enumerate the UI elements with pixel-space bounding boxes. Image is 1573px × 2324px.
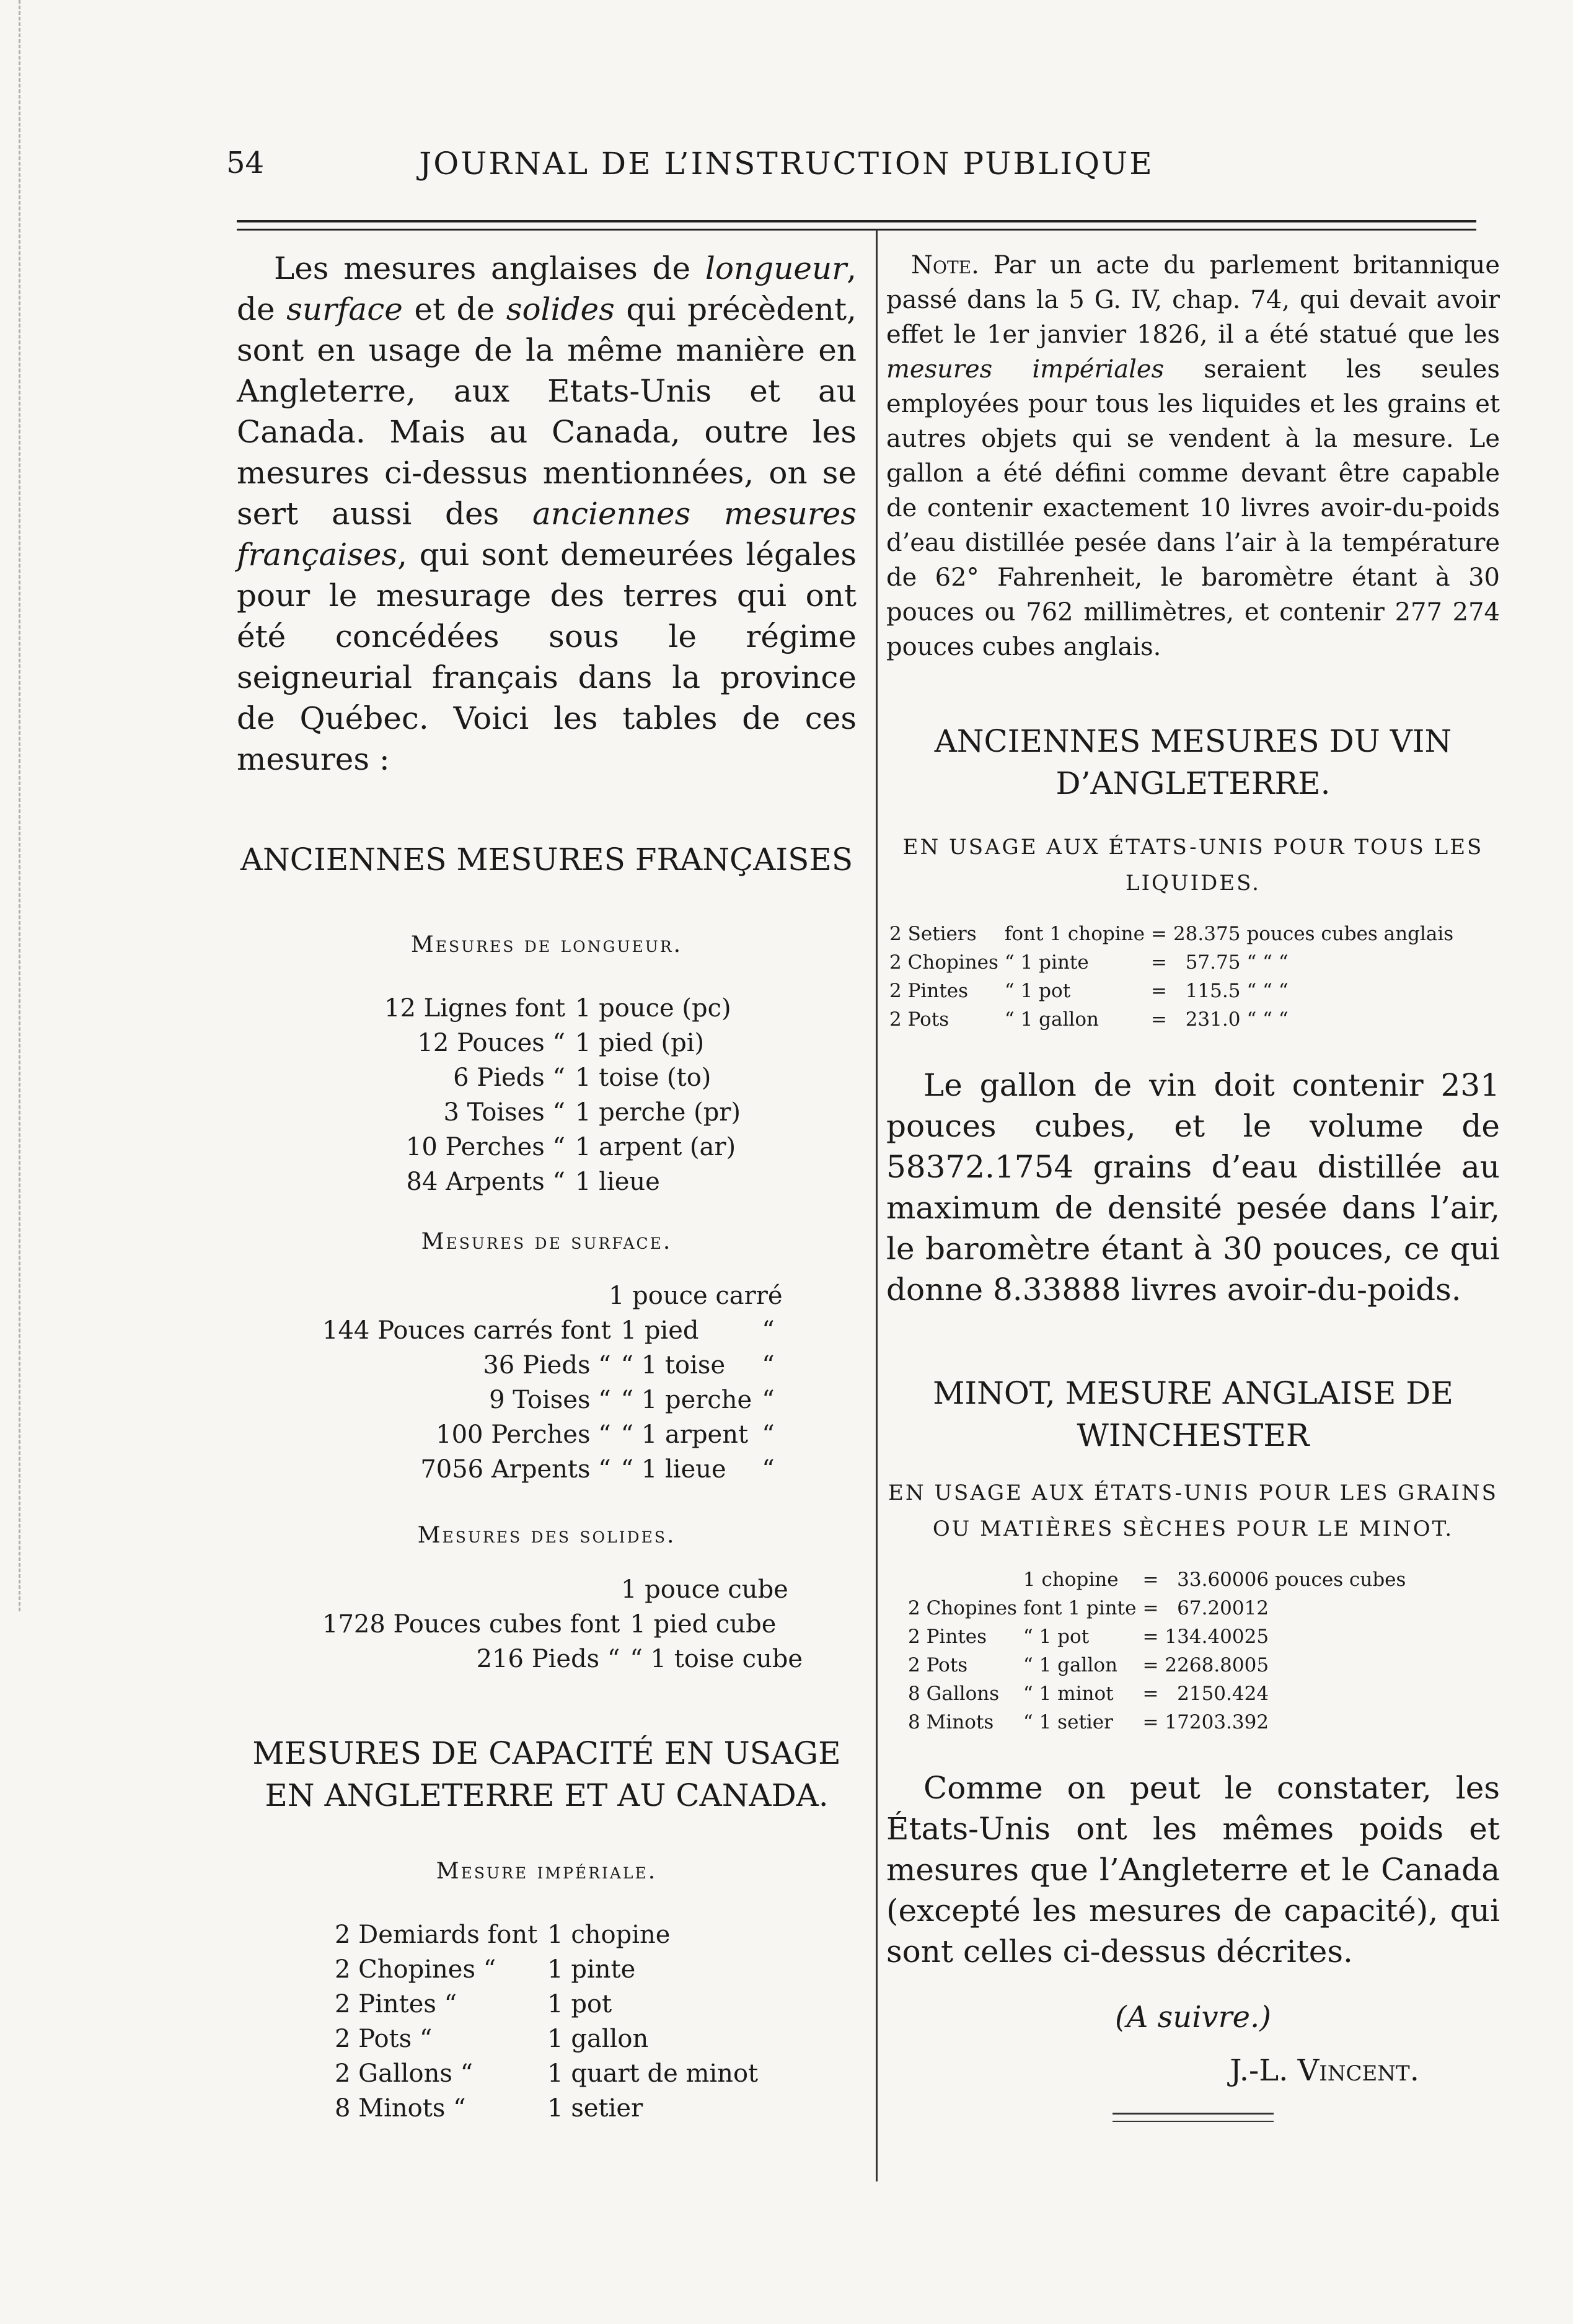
end-rule [1113,2113,1274,2122]
table-cell: “ [762,1420,775,1449]
table-row [379,1026,746,1060]
table-cell: = [1142,1654,1159,1676]
table-cell: 8 Minots [908,1711,994,1733]
table-cell: “ 1 toise cube [630,1645,803,1673]
table-row [379,1130,746,1164]
table-row [379,991,746,1026]
table-cell: font 1 pinte [1023,1597,1137,1619]
intro-text-5: , qui sont demeurées légales pour le mesurage des terres qui ont été concédées sous le régime seigneurial français dans la province de Québec. Voici les tables de ces mesures : [237,537,857,777]
table-cell: = [1142,1683,1159,1705]
table-cell: “ “ “ [1246,980,1289,1002]
conclusion-paragraph: Comme on peut le constater, les États-Unis ont les mêmes poids et mesures que l’Angleterre et le Canada (excepté les mesures de capacité), qui sont celles ci-dessus décrites. [886,1770,1500,1970]
solides-first-line: 1 pouce cube [621,1575,788,1604]
table-cell: = [1150,980,1167,1002]
table-cell: “ 1 setier [1023,1711,1113,1733]
table-cell: 8 Gallons [908,1683,1000,1705]
table-row [330,1987,763,2022]
table-cell: 28.375 [1173,923,1241,945]
table-cell: “ [762,1316,775,1345]
table-row [330,2022,763,2056]
intro-paragraph [237,248,857,780]
table-cell: 1728 Pouces cubes font [322,1610,620,1639]
table-cell: 1 quart de minot [547,2059,759,2088]
table-row [886,1005,1456,1034]
table-cell: 134.40025 [1165,1626,1269,1648]
subhead-surface: Mesures de surface. [421,1229,672,1254]
table-cell: 2 Pintes [889,980,969,1002]
heading-capacite: MESURES DE CAPACITÉ EN USAGE EN ANGLETERRE ET AU CANADA. [252,1735,841,1813]
table-row [379,1060,746,1095]
left-column [237,248,857,2126]
table-cell: “ 1 pinte [1004,951,1089,974]
note-italic-imperiales: mesures impériales [886,355,1165,384]
page-number: 54 [226,146,265,180]
header-rule [237,220,1476,231]
table-vin [886,920,1456,1034]
table-cell: 33.60006 [1177,1569,1269,1591]
table-cell: 3 Toises “ [443,1098,565,1127]
table-cell: font 1 chopine [1004,923,1145,945]
intro-text-3: et de [402,291,506,327]
table-cell: 1 pouce (pc) [575,994,731,1023]
page-header [0,146,1573,195]
table-row [886,948,1456,977]
table-row [317,1642,808,1676]
table-longueur [379,991,746,1199]
table-cell: = [1142,1711,1159,1733]
table-row [379,1164,746,1199]
table-row [330,1917,763,1952]
intro-italic-solides: solides [506,291,615,327]
table-row [317,1607,808,1642]
subhead-vin: EN USAGE AUX ÉTATS-UNIS POUR TOUS LES LIQUIDES. [902,835,1484,896]
table-minot [905,1565,1409,1736]
table-cell: 1 arpent (ar) [575,1133,736,1161]
table-cell: 6 Pieds “ [453,1063,565,1092]
table-cell: 1 pot [547,1990,612,2018]
table-cell: 2 Pots “ [335,2025,433,2053]
intro-text-2: , de [237,250,857,327]
intro-text-4: qui précèdent, sont en usage de la même manière en Angleterre, aux Etats-Unis et au Canada. Mais au Canada, outre les mesures ci-dessus mentionnées, on se sert aussi des [237,291,857,532]
journal-title: JOURNAL DE L’INSTRUCTION PUBLIQUE [419,146,1154,182]
gallon-paragraph: Le gallon de vin doit contenir 231 pouces cubes, et le volume de 58372.1754 grains d’eau distillée au maximum de densité pesée dans l’air, le baromètre étant à 30 pouces, ce qui donne 8.33888 livres avoir-du-poids. [886,1067,1500,1308]
table-cell: 144 Pouces carrés font [322,1316,611,1345]
table-imperiale [330,1917,763,2126]
heading-minot: MINOT, MESURE ANGLAISE DE WINCHESTER [933,1375,1453,1453]
column-divider [876,229,878,2181]
author-signature: J.-L. Vincent. [1230,2053,1419,2088]
table-cell: 1 setier [547,2094,643,2123]
intro-italic-longueur: longueur [705,250,847,286]
table-cell: 1 gallon [547,2025,649,2053]
scan-margin-marks [19,0,51,1611]
table-cell: 8 Minots “ [335,2094,466,2123]
surface-first-line: 1 pouce carré [609,1282,783,1310]
table-cell: 7056 Arpents “ [420,1455,611,1484]
table-cell: 1 pied (pi) [575,1029,705,1057]
intro-italic-anciennes: anciennes mesures françaises [237,496,857,573]
table-cell: = [1142,1597,1159,1619]
table-cell: 36 Pieds “ [483,1351,611,1380]
table-cell: 2 Pots [908,1654,968,1676]
table-cell: 84 Arpents “ [406,1168,565,1196]
right-column [886,248,1500,2122]
intro-text-1: Les mesures anglaises de [274,250,705,286]
table-row [317,1417,780,1452]
table-cell: 2150.424 [1177,1683,1269,1705]
table-cell: “ 1 perche [620,1386,752,1414]
table-cell: 2268.8005 [1165,1654,1269,1676]
table-cell: “ 1 pot [1004,980,1071,1002]
a-suivre: (A suivre.) [1115,2000,1271,2035]
table-cell: “ “ “ [1246,1008,1289,1031]
table-row [317,1383,780,1417]
table-cell: 2 Chopines [908,1597,1017,1619]
table-row [905,1651,1409,1679]
table-cell: 12 Lignes font [384,994,565,1023]
table-cell: 100 Perches “ [436,1420,611,1449]
table-row [330,1952,763,1987]
table-cell: “ 1 arpent [620,1420,749,1449]
table-cell: = [1150,951,1167,974]
table-cell: 1 lieue [575,1168,660,1196]
table-row [317,1452,780,1487]
heading-vin: ANCIENNES MESURES DU VIN D’ANGLETERRE. [934,723,1452,801]
note-label: Note. [911,251,979,279]
table-cell: “ 1 gallon [1004,1008,1099,1031]
table-row [379,1095,746,1130]
table-cell: 1 chopine [1023,1569,1119,1591]
table-cell: = [1150,923,1167,945]
note-paragraph [886,248,1500,664]
subhead-solides: Mesures des solides. [417,1523,676,1548]
table-row [317,1313,780,1348]
table-cell: 115.5 [1185,980,1241,1002]
table-cell: 1 toise (to) [575,1063,712,1092]
table-cell: “ “ “ [1246,951,1289,974]
table-cell: “ [762,1455,775,1484]
table-cell: 1 perche (pr) [575,1098,741,1127]
table-cell: pouces cubes anglais [1246,923,1454,945]
table-cell: 2 Pintes “ [335,1990,457,2018]
table-row [905,1679,1409,1708]
table-cell: 2 Chopines “ [335,1955,496,1984]
subhead-longueur: Mesures de longueur. [410,932,683,957]
table-cell: pouces cubes [1275,1569,1406,1591]
note-text-2: seraient les seules employées pour tous les liquides et les grains et autres objets qui se vendent à la mesure. Le gallon a été défini comme devant être capable de contenir exactement 10 livres avoir-du-poids d’eau distillée pesée dans l’air à la température de 62° Fahrenheit, le baromètre étant à 30 pouces ou 762 millimètres, et contenir 277 274 pouces cubes anglais. [886,355,1500,661]
table-cell: “ 1 pot [1023,1626,1090,1648]
table-cell: 2 Pots [889,1008,950,1031]
table-cell: “ [762,1386,775,1414]
table-surface [317,1313,780,1487]
table-cell: 2 Pintes [908,1626,987,1648]
table-cell: 9 Toises “ [489,1386,611,1414]
table-row [905,1622,1409,1651]
table-cell: “ 1 minot [1023,1683,1114,1705]
table-cell: 10 Perches “ [405,1133,565,1161]
table-cell: 216 Pieds “ [476,1645,620,1673]
table-row [905,1708,1409,1736]
table-cell: 57.75 [1185,951,1241,974]
table-cell: 2 Gallons “ [335,2059,474,2088]
table-cell: 2 Chopines [889,951,998,974]
table-row [905,1565,1409,1594]
table-cell: 17203.392 [1165,1711,1269,1733]
table-row [330,2091,763,2126]
table-cell: “ 1 lieue [620,1455,726,1484]
table-cell: 2 Setiers [889,923,977,945]
table-cell: = [1150,1008,1167,1031]
table-cell: 67.20012 [1177,1597,1269,1619]
table-cell [905,1565,1020,1594]
table-row [886,977,1456,1005]
note-text-1: Par un acte du parlement britannique passé dans la 5 G. IV, chap. 74, qui devait avoir effet le 1er janvier 1826, il a été statué que les [886,251,1500,349]
table-cell: 1 chopine [547,1921,671,1949]
table-cell: 12 Pouces “ [417,1029,565,1057]
subhead-minot: EN USAGE AUX ÉTATS-UNIS POUR LES GRAINS OU MATIÈRES SÈCHES POUR LE MINOT. [888,1481,1498,1541]
intro-italic-surface: surface [286,291,403,327]
table-cell: = [1142,1569,1159,1591]
table-cell: 1 pied cube [630,1610,777,1639]
table-row [905,1594,1409,1622]
table-solides [317,1607,808,1676]
table-cell: 1 pinte [547,1955,636,1984]
table-cell: 231.0 [1185,1008,1241,1031]
table-cell: 2 Demiards font [335,1921,538,1949]
table-cell: = [1142,1626,1159,1648]
heading-anciennes-mesures: ANCIENNES MESURES FRANÇAISES [240,842,853,878]
table-cell: 1 pied [620,1316,699,1345]
table-cell: “ [762,1351,775,1380]
table-row [886,920,1456,948]
subhead-imperiale: Mesure impériale. [436,1859,658,1884]
table-cell: “ 1 toise [620,1351,726,1380]
table-row [330,2056,763,2091]
table-row [317,1348,780,1383]
table-cell: “ 1 gallon [1023,1654,1117,1676]
